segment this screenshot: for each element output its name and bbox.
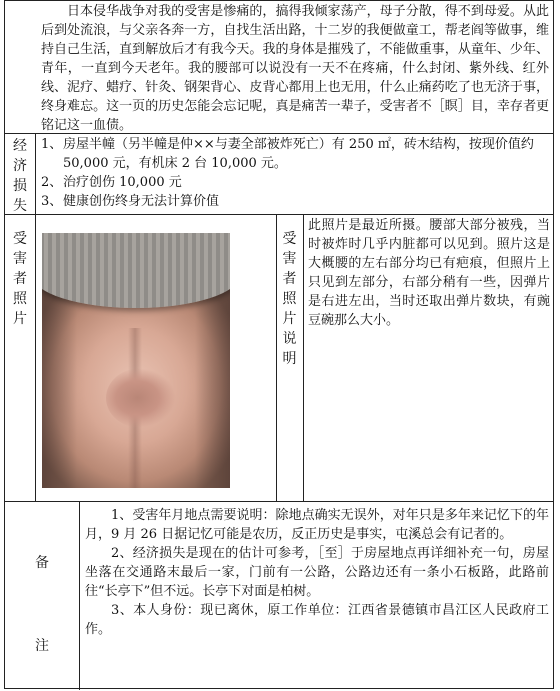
victim-back-scar-photo [42, 233, 230, 488]
label-char: 受 [282, 231, 297, 247]
remark-item: 3、本人身份：现已离休，原工作单位：江西省景德镇市昌江区人民政府工作。 [85, 603, 549, 637]
remarks-list [85, 506, 549, 686]
label-char: 者 [13, 271, 27, 287]
label-char: 害 [13, 251, 27, 267]
label-char: 损 [13, 178, 27, 194]
label-char: 受 [13, 231, 27, 247]
economic-loss-list [41, 135, 549, 213]
label-char: 照 [13, 291, 27, 307]
remarks-label-top: 备 [35, 555, 49, 571]
col-divider [79, 501, 80, 690]
loss-item-number: 3、 [41, 194, 63, 209]
remarks-label-bottom: 注 [35, 638, 49, 654]
loss-item [41, 173, 549, 192]
loss-item-text: 健康创伤终身无法计算价值 [63, 194, 220, 209]
col-divider [35, 214, 36, 501]
label-char: 济 [13, 158, 27, 174]
photo-caption-label [276, 215, 303, 501]
label-char: 说 [282, 331, 297, 347]
label-char: 照 [282, 291, 297, 307]
label-char: 明 [282, 351, 297, 367]
row-divider [5, 501, 553, 502]
photo-caption-text: 此照片是最近所摄。腰部大部分被残，当时被炸时几乎内脏都可以见到。照片这是大概腰的左右部分均已有疤痕，但照片上只见到左部分，右部分稍有一些，因弹片是右进左出，当时还取出弹片数块，有豌豆碗那么大小。 [308, 218, 550, 328]
label-char: 失 [13, 198, 27, 214]
loss-item [41, 192, 549, 211]
loss-item-text: 房屋半幢（另半幢是仲××与妻全部被炸死亡）有 250 ㎡，砖木结构，按现价值约 50,000 元，有机床 2 台 10,000 元。 [63, 137, 534, 171]
label-char: 片 [282, 311, 297, 327]
label-char: 者 [282, 271, 297, 287]
remark-item: 1、受害年月地点需要说明：除地点确实无误外，对年只是多年来记忆下的年月，9 月 26 日据记忆可能是农历，反正历史是事实，屯溪总会有记者的。 [85, 508, 549, 542]
photo-scar [106, 368, 176, 428]
loss-item-number: 2、 [41, 175, 63, 190]
remarks-label [5, 502, 79, 690]
photo-sweater [42, 233, 230, 308]
remark-item: 2、经济损失是现在的估计可参考，［至］于房屋地点再详细补充一句，房屋坐落在交通路末最后一家，门前有一公路，公路边还有一条小石板路，此路前往“长亭下”但不远。长亭下对面是柏树。 [85, 546, 549, 599]
loss-item-text: 治疗创伤 10,000 元 [63, 175, 182, 190]
col-divider [35, 133, 36, 214]
testimony-paragraph: 日本侵华战争对我的受害是惨痛的，搞得我倾家荡产，母子分散，得不到母爱。从此后到处流浪，与父亲各奔一方，自找生活出路，十二岁的我便做童工，帮老阎等做事，维持自己生活，直到解放后才有我今天。我的身体是摧残了，不能做重事，从童年、少年、青年，一直到今天老年。我的腰部可以说没有一天不在疼痛，什么封闭、紫外线、红外线、泥疗、蜡疗、针灸、钢架背心、皮背心都用上也无用，什么止痛药吃了也无济于事，终身难忘。这一页的历史怎能会忘记呢，真是痛苦一辈子，受害者不［瞑］目，幸存者更铭记这一血债。 [41, 4, 549, 133]
label-char: 经 [13, 138, 27, 154]
loss-item [41, 135, 549, 173]
economic-loss-label [5, 134, 35, 214]
victim-photo-label [5, 215, 35, 501]
label-char: 片 [13, 311, 27, 327]
testimony-text [41, 1, 549, 133]
label-char: 害 [282, 251, 297, 267]
col-divider [303, 214, 304, 501]
loss-item-number: 1、 [41, 137, 63, 152]
